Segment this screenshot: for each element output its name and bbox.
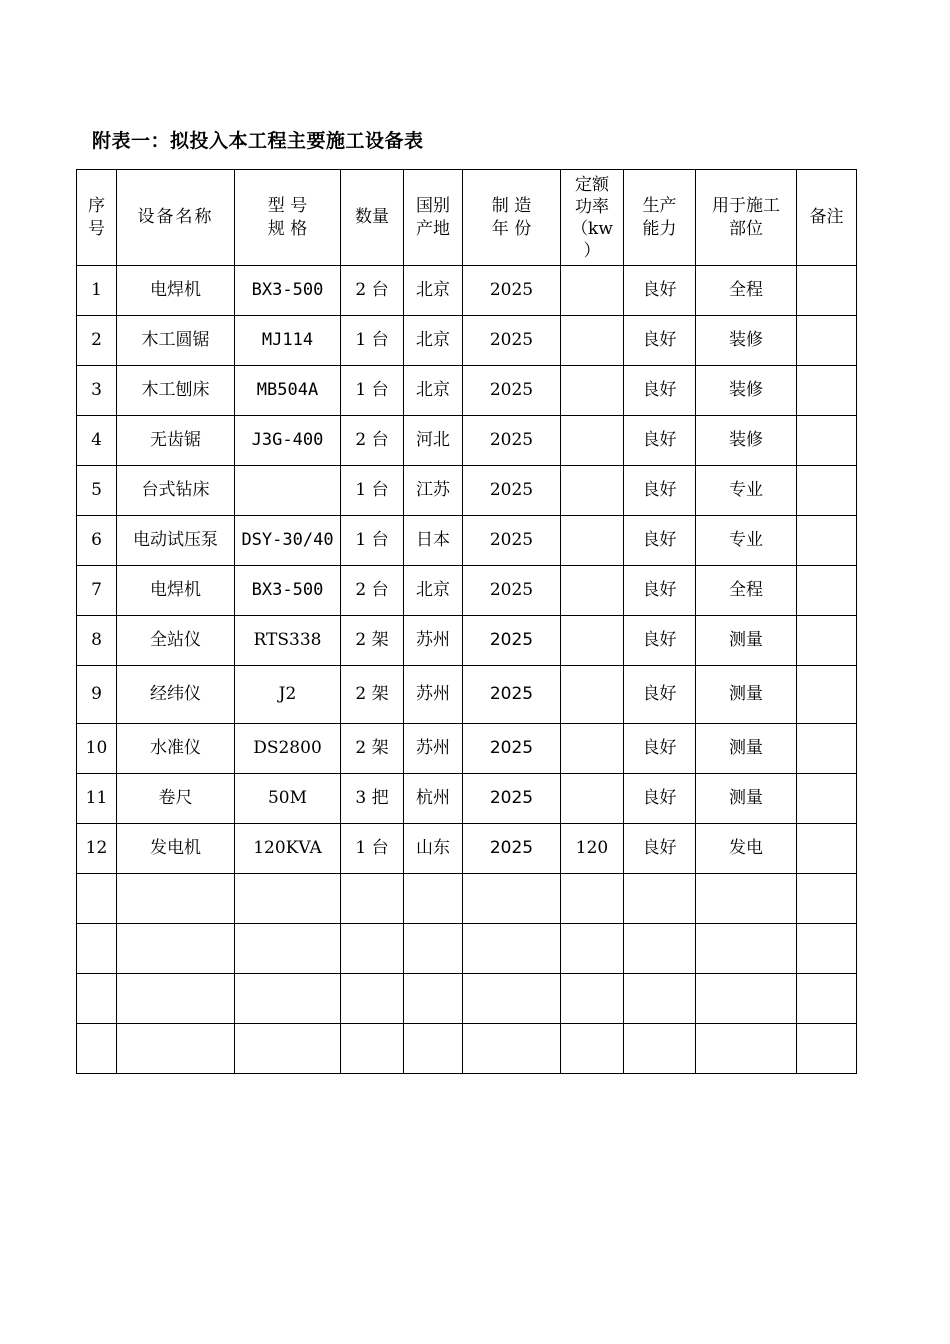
cell-seq: 11 <box>77 774 117 824</box>
cell-seq <box>77 1024 117 1074</box>
header-capacity <box>624 170 696 266</box>
equipment-table <box>76 169 857 1074</box>
page-title: 附表一：拟投入本工程主要施工设备表 <box>92 130 424 152</box>
table-header-row <box>77 170 857 266</box>
cell-name: 全站仪 <box>117 616 235 666</box>
cell-origin <box>404 974 463 1024</box>
table-row <box>77 466 857 516</box>
cell-origin: 苏州 <box>404 616 463 666</box>
header-origin-line: 产地 <box>416 218 450 239</box>
header-power-line: （kw <box>571 218 613 239</box>
cell-model <box>235 466 341 516</box>
cell-origin <box>404 1024 463 1074</box>
cell-power <box>561 974 624 1024</box>
cell-model <box>235 1024 341 1074</box>
cell-origin: 北京 <box>404 366 463 416</box>
cell-year: 2025 <box>463 824 561 874</box>
cell-remark <box>797 316 857 366</box>
cell-year: 2025 <box>463 566 561 616</box>
cell-seq: 8 <box>77 616 117 666</box>
cell-seq: 4 <box>77 416 117 466</box>
cell-capacity: 良好 <box>624 366 696 416</box>
cell-model: BX3-500 <box>235 566 341 616</box>
cell-power <box>561 724 624 774</box>
table-row <box>77 874 857 924</box>
header-power-line: 功率 <box>575 196 609 217</box>
cell-seq: 12 <box>77 824 117 874</box>
cell-qty: 2 架 <box>341 724 404 774</box>
table-row <box>77 266 857 316</box>
cell-seq <box>77 924 117 974</box>
cell-model <box>235 874 341 924</box>
cell-name: 发电机 <box>117 824 235 874</box>
table-row <box>77 724 857 774</box>
header-origin-line: 国别 <box>416 195 450 216</box>
cell-name: 电动试压泵 <box>117 516 235 566</box>
cell-usage: 装修 <box>696 366 797 416</box>
header-year-line: 制 造 <box>491 195 532 216</box>
cell-capacity: 良好 <box>624 616 696 666</box>
cell-usage <box>696 974 797 1024</box>
cell-remark <box>797 616 857 666</box>
cell-year: 2025 <box>463 466 561 516</box>
cell-capacity: 良好 <box>624 316 696 366</box>
cell-remark <box>797 366 857 416</box>
table-row <box>77 924 857 974</box>
cell-year: 2025 <box>463 724 561 774</box>
cell-model: DS2800 <box>235 724 341 774</box>
cell-year <box>463 874 561 924</box>
cell-power: 120 <box>561 824 624 874</box>
table-row <box>77 416 857 466</box>
cell-model: J2 <box>235 666 341 724</box>
header-remark: 备注 <box>797 170 857 266</box>
cell-remark <box>797 774 857 824</box>
cell-name <box>117 924 235 974</box>
cell-origin <box>404 924 463 974</box>
cell-usage <box>696 1024 797 1074</box>
cell-remark <box>797 566 857 616</box>
header-year-line: 年 份 <box>491 218 532 239</box>
cell-name: 水准仪 <box>117 724 235 774</box>
header-year <box>463 170 561 266</box>
cell-seq: 10 <box>77 724 117 774</box>
cell-origin: 河北 <box>404 416 463 466</box>
cell-remark <box>797 516 857 566</box>
cell-usage: 全程 <box>696 266 797 316</box>
cell-power <box>561 466 624 516</box>
cell-year <box>463 924 561 974</box>
cell-qty: 1 台 <box>341 466 404 516</box>
cell-qty: 2 台 <box>341 416 404 466</box>
cell-seq: 9 <box>77 666 117 724</box>
cell-power <box>561 516 624 566</box>
cell-power <box>561 774 624 824</box>
cell-seq: 7 <box>77 566 117 616</box>
cell-capacity <box>624 974 696 1024</box>
cell-seq: 6 <box>77 516 117 566</box>
cell-remark <box>797 1024 857 1074</box>
cell-qty: 2 台 <box>341 266 404 316</box>
cell-model <box>235 974 341 1024</box>
cell-usage <box>696 924 797 974</box>
cell-capacity: 良好 <box>624 566 696 616</box>
cell-power <box>561 1024 624 1074</box>
cell-model: BX3-500 <box>235 266 341 316</box>
cell-usage: 测量 <box>696 666 797 724</box>
cell-power <box>561 666 624 724</box>
cell-power <box>561 566 624 616</box>
cell-remark <box>797 466 857 516</box>
cell-seq <box>77 874 117 924</box>
table-row <box>77 566 857 616</box>
cell-capacity: 良好 <box>624 466 696 516</box>
table-row <box>77 516 857 566</box>
cell-model: MJ114 <box>235 316 341 366</box>
cell-remark <box>797 416 857 466</box>
cell-model <box>235 924 341 974</box>
cell-qty: 3 把 <box>341 774 404 824</box>
cell-usage <box>696 874 797 924</box>
cell-power <box>561 874 624 924</box>
cell-origin <box>404 874 463 924</box>
header-origin <box>404 170 463 266</box>
cell-capacity: 良好 <box>624 266 696 316</box>
cell-capacity <box>624 924 696 974</box>
cell-capacity <box>624 1024 696 1074</box>
header-power <box>561 170 624 266</box>
header-usage <box>696 170 797 266</box>
cell-name: 卷尺 <box>117 774 235 824</box>
cell-power <box>561 416 624 466</box>
cell-power <box>561 366 624 416</box>
header-usage-line: 部位 <box>729 218 763 239</box>
table-row <box>77 666 857 724</box>
cell-model: DSY-30/40 <box>235 516 341 566</box>
cell-name <box>117 874 235 924</box>
cell-qty: 1 台 <box>341 516 404 566</box>
table-row <box>77 316 857 366</box>
cell-origin: 江苏 <box>404 466 463 516</box>
cell-name: 经纬仪 <box>117 666 235 724</box>
cell-usage: 专业 <box>696 516 797 566</box>
cell-qty <box>341 1024 404 1074</box>
cell-remark <box>797 824 857 874</box>
cell-power <box>561 924 624 974</box>
cell-remark <box>797 266 857 316</box>
header-usage-line: 用于施工 <box>712 195 780 216</box>
cell-origin: 北京 <box>404 566 463 616</box>
cell-year <box>463 974 561 1024</box>
cell-capacity <box>624 874 696 924</box>
cell-name: 台式钻床 <box>117 466 235 516</box>
header-name: 设备名称 <box>117 170 235 266</box>
cell-year: 2025 <box>463 616 561 666</box>
header-capacity-line: 能力 <box>642 218 677 239</box>
cell-name: 无齿锯 <box>117 416 235 466</box>
cell-year: 2025 <box>463 366 561 416</box>
table-row <box>77 824 857 874</box>
cell-seq <box>77 974 117 1024</box>
cell-name: 电焊机 <box>117 266 235 316</box>
cell-seq: 5 <box>77 466 117 516</box>
header-capacity-line: 生产 <box>642 195 677 216</box>
cell-origin: 北京 <box>404 266 463 316</box>
cell-usage: 装修 <box>696 416 797 466</box>
cell-remark <box>797 924 857 974</box>
cell-power <box>561 316 624 366</box>
table-row <box>77 774 857 824</box>
cell-capacity: 良好 <box>624 774 696 824</box>
cell-qty: 2 台 <box>341 566 404 616</box>
cell-capacity: 良好 <box>624 416 696 466</box>
header-power-line: 定额 <box>575 174 609 195</box>
cell-remark <box>797 874 857 924</box>
cell-name <box>117 1024 235 1074</box>
cell-seq: 1 <box>77 266 117 316</box>
cell-usage: 测量 <box>696 616 797 666</box>
cell-model: 50M <box>235 774 341 824</box>
cell-seq: 2 <box>77 316 117 366</box>
cell-qty: 1 台 <box>341 366 404 416</box>
cell-capacity: 良好 <box>624 666 696 724</box>
cell-usage: 发电 <box>696 824 797 874</box>
cell-year: 2025 <box>463 316 561 366</box>
cell-usage: 测量 <box>696 774 797 824</box>
cell-usage: 专业 <box>696 466 797 516</box>
header-seq-line: 号 <box>88 218 105 239</box>
cell-remark <box>797 724 857 774</box>
cell-year <box>463 1024 561 1074</box>
cell-name: 电焊机 <box>117 566 235 616</box>
table-row <box>77 974 857 1024</box>
cell-usage: 测量 <box>696 724 797 774</box>
cell-qty: 1 台 <box>341 824 404 874</box>
cell-model: J3G-400 <box>235 416 341 466</box>
cell-qty <box>341 874 404 924</box>
cell-model: 120KVA <box>235 824 341 874</box>
header-seq-line: 序 <box>88 195 105 216</box>
cell-capacity: 良好 <box>624 516 696 566</box>
cell-capacity: 良好 <box>624 724 696 774</box>
table-row <box>77 616 857 666</box>
cell-qty <box>341 924 404 974</box>
cell-seq: 3 <box>77 366 117 416</box>
cell-power <box>561 616 624 666</box>
cell-qty: 2 架 <box>341 666 404 724</box>
cell-remark <box>797 666 857 724</box>
cell-usage: 装修 <box>696 316 797 366</box>
cell-origin: 日本 <box>404 516 463 566</box>
header-model <box>235 170 341 266</box>
cell-year: 2025 <box>463 666 561 724</box>
cell-origin: 苏州 <box>404 724 463 774</box>
cell-name: 木工圆锯 <box>117 316 235 366</box>
header-power-line: ） <box>583 240 601 261</box>
header-model-line: 规 格 <box>267 218 308 239</box>
cell-origin: 山东 <box>404 824 463 874</box>
header-model-line: 型 号 <box>267 195 308 216</box>
cell-usage: 全程 <box>696 566 797 616</box>
cell-year: 2025 <box>463 774 561 824</box>
header-qty: 数量 <box>341 170 404 266</box>
cell-model: MB504A <box>235 366 341 416</box>
cell-origin: 杭州 <box>404 774 463 824</box>
cell-qty: 2 架 <box>341 616 404 666</box>
cell-year: 2025 <box>463 266 561 316</box>
cell-model: RTS338 <box>235 616 341 666</box>
cell-capacity: 良好 <box>624 824 696 874</box>
cell-origin: 苏州 <box>404 666 463 724</box>
cell-name <box>117 974 235 1024</box>
cell-qty <box>341 974 404 1024</box>
table-row <box>77 1024 857 1074</box>
table-row <box>77 366 857 416</box>
cell-qty: 1 台 <box>341 316 404 366</box>
cell-name: 木工刨床 <box>117 366 235 416</box>
cell-year: 2025 <box>463 516 561 566</box>
header-seq <box>77 170 117 266</box>
cell-power <box>561 266 624 316</box>
cell-remark <box>797 974 857 1024</box>
cell-year: 2025 <box>463 416 561 466</box>
cell-origin: 北京 <box>404 316 463 366</box>
